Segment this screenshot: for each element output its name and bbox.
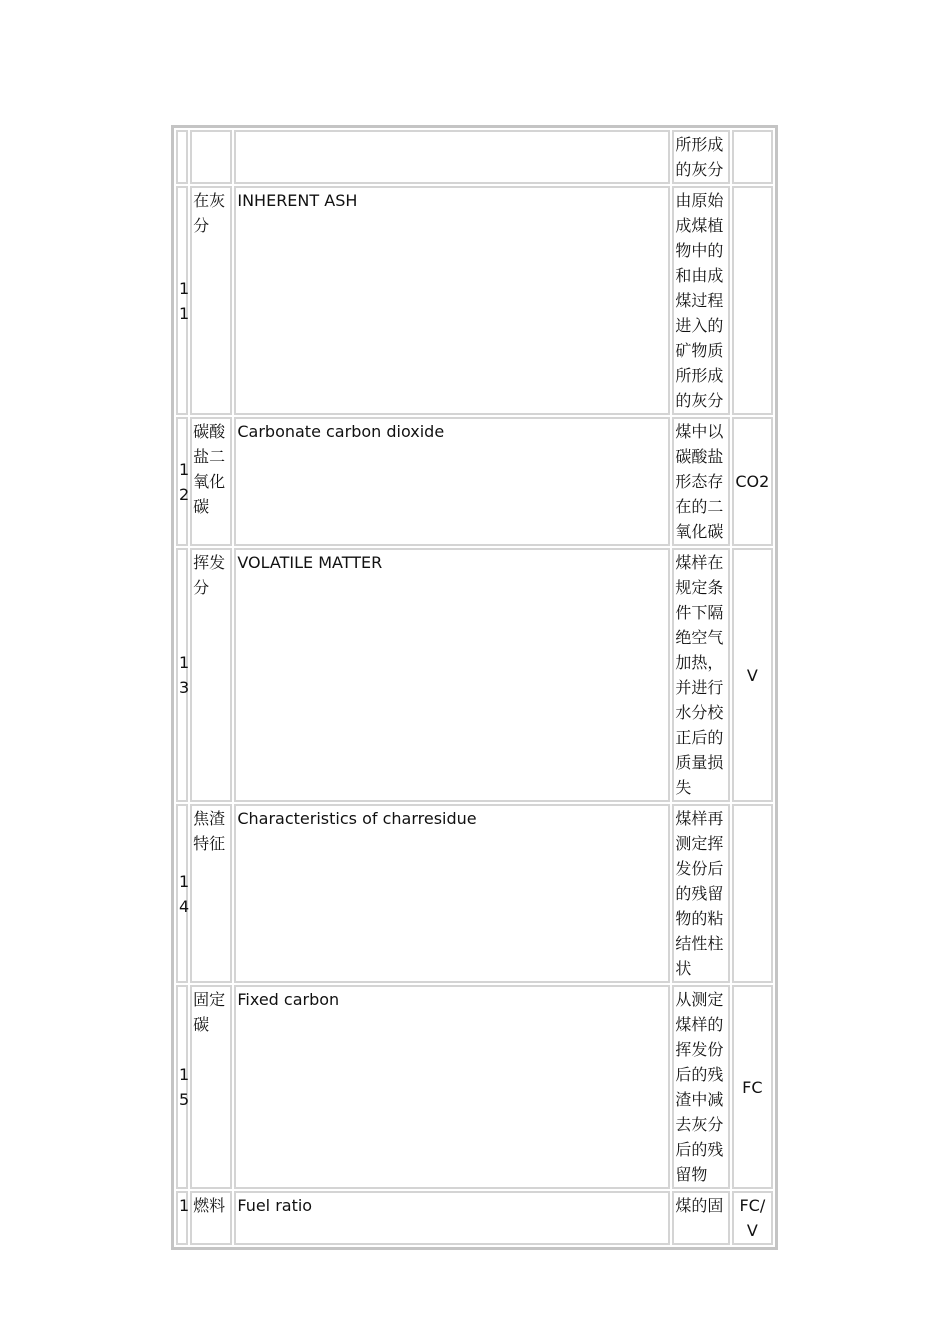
term-symbol <box>732 804 773 983</box>
row-number: 15 <box>176 985 188 1189</box>
term-chinese: 在灰分 <box>190 186 232 415</box>
term-symbol <box>732 130 773 184</box>
term-english: Carbonate carbon dioxide <box>234 417 670 546</box>
term-definition: 煤样再测定挥发份后的残留物的粘结性柱状 <box>672 804 729 983</box>
term-chinese: 燃料 <box>190 1191 232 1245</box>
term-definition: 煤中以碳酸盐形态存在的二氧化碳 <box>672 417 729 546</box>
row-number: 1 <box>176 1191 188 1245</box>
term-symbol: V <box>732 548 773 802</box>
term-english: VOLATILE MATTER <box>234 548 670 802</box>
table-row <box>176 130 773 184</box>
row-number: 14 <box>176 804 188 983</box>
table-row <box>176 417 773 546</box>
table-row <box>176 985 773 1189</box>
term-symbol: CO2 <box>732 417 773 546</box>
term-definition: 从测定煤样的挥发份后的残渣中减去灰分后的残留物 <box>672 985 729 1189</box>
term-english: Fuel ratio <box>234 1191 670 1245</box>
term-english: Characteristics of charresidue <box>234 804 670 983</box>
row-number <box>176 130 188 184</box>
row-number: 13 <box>176 548 188 802</box>
table-row <box>176 186 773 415</box>
term-symbol <box>732 186 773 415</box>
table-row <box>176 804 773 983</box>
table-row <box>176 548 773 802</box>
term-chinese: 焦渣特征 <box>190 804 232 983</box>
term-chinese <box>190 130 232 184</box>
term-chinese: 挥发分 <box>190 548 232 802</box>
term-english <box>234 130 670 184</box>
term-definition: 所形成的灰分 <box>672 130 729 184</box>
row-number: 12 <box>176 417 188 546</box>
term-chinese: 碳酸盐二氧化碳 <box>190 417 232 546</box>
term-definition: 由原始成煤植物中的和由成煤过程进入的矿物质所形成的灰分 <box>672 186 729 415</box>
term-symbol: FC <box>732 985 773 1189</box>
term-english: Fixed carbon <box>234 985 670 1189</box>
coal-terms-table <box>171 125 778 1250</box>
term-symbol: FC/V <box>732 1191 773 1245</box>
term-definition: 煤的固 <box>672 1191 729 1245</box>
row-number: 11 <box>176 186 188 415</box>
term-definition: 煤样在规定条件下隔绝空气加热，并进行水分校正后的质量损失 <box>672 548 729 802</box>
term-chinese: 固定碳 <box>190 985 232 1189</box>
term-english: INHERENT ASH <box>234 186 670 415</box>
table-row <box>176 1191 773 1245</box>
